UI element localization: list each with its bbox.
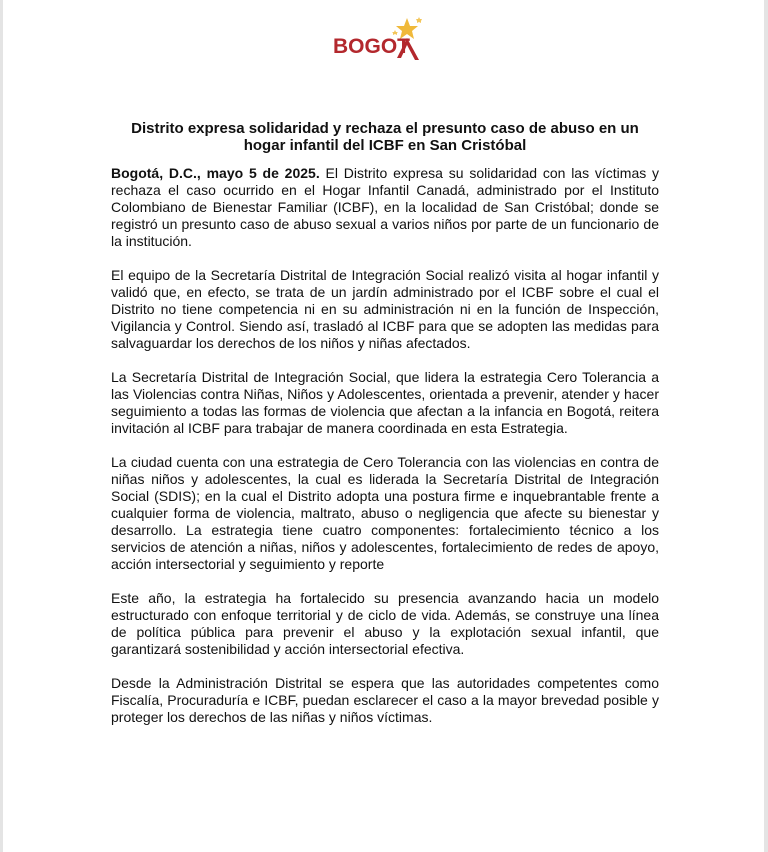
paragraph-6: Desde la Administración Distrital se espera que las autoridades competentes como Fiscalía, Procuraduría e ICBF, puedan esclarecer el caso a la mayor brevedad posible y proteger los derechos de las niñas y niños víctimas. xyxy=(111,675,659,725)
dateline: Bogotá, D.C., mayo 5 de 2025. xyxy=(111,165,320,181)
bogota-logo xyxy=(333,14,428,64)
paragraph-4: La ciudad cuenta con una estrategia de Cero Tolerancia con las violencias en contra de niñas niños y adolescentes, la cual es liderada la Secretaría Distrital de Integración Social (SDIS); en la cual el Distrito adopta una postura firme e inquebrantable frente a cualquier forma de violencia, maltrato, abuso o negligencia que afecte su bienestar y desarrollo. La estrategia tiene cuatro componentes: fortalecimiento técnico a los servicios de atención a niñas, niños y adolescentes, fortalecimiento de redes de apoyo, acción intersectorial y seguimiento y reporte xyxy=(111,454,659,572)
paragraph-2: El equipo de la Secretaría Distrital de Integración Social realizó visita al hogar infantil y validó que, en efecto, se trata de un jardín administrado por el ICBF sobre el cual el Distrito no tiene competencia ni en su administración ni en la función de Inspección, Vigilancia y Control. Siendo así, trasladó al ICBF para que se adopten las medidas para salvaguardar los derechos de los niños y niñas afectados. xyxy=(111,267,659,351)
page-edge-left xyxy=(0,0,3,852)
document-body xyxy=(111,165,659,743)
paragraph-1 xyxy=(111,165,659,250)
page-edge-right xyxy=(764,0,768,852)
logo-text: BOGOT xyxy=(333,35,410,58)
paragraph-5: Este año, la estrategia ha fortalecido su presencia avanzando hacia un modelo estructurado con enfoque territorial y de ciclo de vida. Además, se construye una línea de política pública para prevenir el abuso y la explotación sexual infantil, que garantizará sostenibilidad y acción intersectorial efectiva. xyxy=(111,590,659,657)
document-title: Distrito expresa solidaridad y rechaza el presunto caso de abuso en un hogar infantil del ICBF en San Cristóbal xyxy=(131,120,639,154)
paragraph-3: La Secretaría Distrital de Integración Social, que lidera la estrategia Cero Tolerancia a las Violencias contra Niñas, Niños y Adolescentes, orientada a prevenir, atender y hacer seguimiento a todas las formas de violencia que afectan a la infancia en Bogotá, reitera invitación al ICBF para trabajar de manera coordinada en esta Estrategia. xyxy=(111,369,659,436)
paragraph-1-text: El Distrito expresa su solidaridad con las víctimas y rechaza el caso ocurrido en el Hogar Infantil Canadá, administrado por el Instituto Colombiano de Bienestar Familiar (ICBF), en la localidad de San Cristóbal; donde se registró un presunto caso de abuso sexual a varios niños por parte de un funcionario de la institución. xyxy=(111,165,660,249)
